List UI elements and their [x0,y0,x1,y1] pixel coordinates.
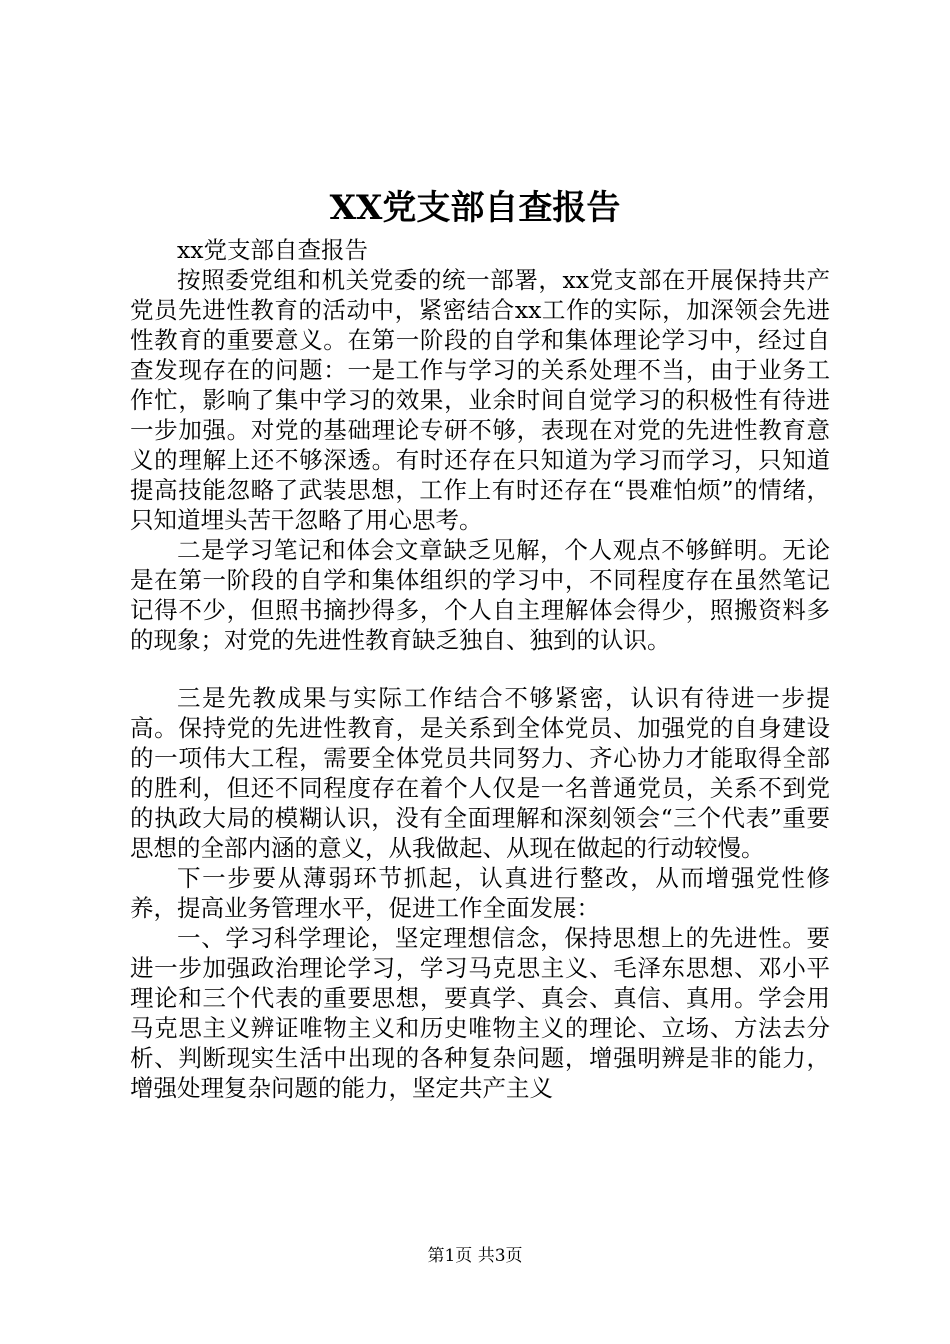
document-body [130,235,830,1103]
paragraph-subtitle: xx党支部自查报告 [177,236,369,264]
page-number-footer: 第1页 共3页 [427,1246,523,1266]
paragraph-measure-one: 一、学习科学理论，坚定理想信念，保持思想上的先进性。要进一步加强政治理论学习，学习马克思主义、毛泽东思想、邓小平理论和三个代表的重要思想，要真学、真会、真信、真用。学会用马克思主义辨证唯物主义和历史唯物主义的理论、立场、方法去分析、判断现实生活中出现的各种复杂问题，增强明辨是非的能力，增强处理复杂问题的能力，坚定共产主义 [130,924,830,1102]
paragraph-intro: 按照委党组和机关党委的统一部署，xx党支部在开展保持共产党员先进性教育的活动中，紧密结合xx工作的实际，加深领会先进性教育的重要意义。在第一阶段的自学和集体理论学习中，经过自查发现存在的问题：一是工作与学习的关系处理不当，由于业务工作忙，影响了集中学习的效果，业余时间自觉学习的积极性有待进一步加强。对党的基础理论专研不够，表现在对党的先进性教育意义的理解上还不够深透。有时还存在只知道为学习而学习，只知道提高技能忽略了武装思想，工作上有时还存在“畏难怕烦”的情绪，只知道埋头苦干忽略了用心思考。 [130,266,830,534]
paragraph-issue-three: 三是先教成果与实际工作结合不够紧密，认识有待进一步提高。保持党的先进性教育，是关系到全体党员、加强党的自身建设的一项伟大工程，需要全体党员共同努力、齐心协力才能取得全部的胜利，但还不同程度存在着个人仅是一名普通党员，关系不到党的执政大局的模糊认识，没有全面理解和深刻领会“三个代表”重要思想的全部内涵的意义，从我做起、从现在做起的行动较慢。 [130,684,830,862]
paragraph-issue-two: 二是学习笔记和体会文章缺乏见解，个人观点不够鲜明。无论是在第一阶段的自学和集体组织的学习中，不同程度存在虽然笔记记得不少，但照书摘抄得多，个人自主理解体会得少，照搬资料多的现象；对党的先进性教育缺乏独自、独到的认识。 [130,536,830,654]
paragraph-next-steps: 下一步要从薄弱环节抓起，认真进行整改，从而增强党性修养，提高业务管理水平，促进工作全面发展： [130,864,830,922]
document-title: XX党支部自查报告 [329,188,621,228]
